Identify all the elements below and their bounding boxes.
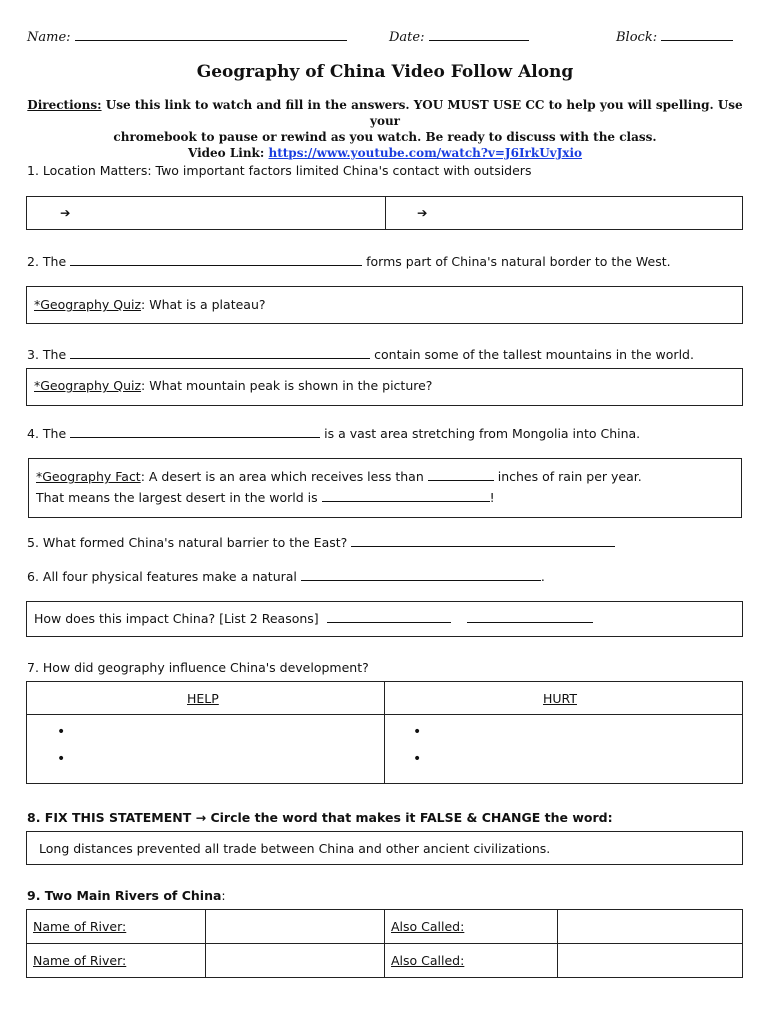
river-row [27,944,743,978]
river-name-answer[interactable] [206,910,385,944]
fact-line-2 [36,490,495,505]
also-called-answer[interactable] [558,910,743,944]
quiz-1-box[interactable] [26,286,743,324]
date-label: Date: [389,30,425,45]
q6-blank[interactable] [301,570,541,581]
quiz-2-label: *Geography Quiz [34,378,142,393]
directions-text-1: Use this link to watch and fill in the answers. YOU MUST USE CC to help you will spelling. Use your [101,98,743,128]
impact-blank-2[interactable] [467,612,593,623]
fact-line-1 [36,469,642,484]
q3-suffix: contain some of the tallest mountains in the world. [374,347,694,362]
fact-text-2: inches of rain per year. [497,469,642,484]
fact-label: *Geography Fact [36,469,141,484]
river-name-label-cell [27,910,206,944]
q5-blank[interactable] [351,536,615,547]
q9-title: 9. Two Main Rivers of China [27,888,222,903]
question-4 [27,426,640,441]
q6-text: 6. All four physical features make a natural [27,569,297,584]
video-link[interactable]: https://www.youtube.com/watch?v=J6IrkUvJxio [268,146,583,160]
question-9 [27,888,226,903]
q4-blank[interactable] [70,427,320,438]
col-help: HELP [187,691,219,706]
also-called-label-cell [385,910,558,944]
help-bullet-1[interactable]: • [57,724,66,740]
fact-blank-desert[interactable] [322,491,490,502]
q3-prefix: 3. The [27,347,67,362]
q6-end: . [540,569,545,584]
river-row [27,910,743,944]
col-hurt: HURT [543,691,577,706]
q8-statement-box[interactable] [26,831,743,865]
q4-suffix: is a vast area stretching from Mongolia into China. [324,426,641,441]
impact-box[interactable] [26,601,743,637]
hurt-bullet-1[interactable]: • [413,724,422,740]
impact-line [34,611,593,626]
table-column-divider [384,682,385,783]
impact-blank-1[interactable] [327,612,451,623]
hurt-bullet-2[interactable]: • [413,751,422,767]
question-5 [27,535,615,550]
impact-text: How does this impact China? [List 2 Reasons] [34,611,319,626]
quiz-1-question: : What is a plateau? [141,297,266,312]
name-field[interactable] [27,30,347,45]
river-name-label: Name of River: [33,953,127,968]
fact-text-4: ! [489,490,495,505]
river-name-answer[interactable] [206,944,385,978]
question-6 [27,569,545,584]
help-bullet-2[interactable]: • [57,751,66,767]
fact-box [28,458,742,518]
name-label: Name: [27,30,71,45]
river-name-label-cell [27,944,206,978]
quiz-2-question: : What mountain peak is shown in the picture? [141,378,433,393]
quiz-1-text [34,297,266,312]
video-link-label: Video Link: [187,146,265,160]
block-blank[interactable] [661,30,733,41]
also-called-label: Also Called: [391,919,465,934]
also-called-label-cell [385,944,558,978]
block-label: Block: [616,30,658,45]
q2-prefix: 2. The [27,254,67,269]
rivers-table [26,909,743,978]
directions [20,97,750,161]
q9-colon: : [221,888,226,903]
question-8: 8. FIX THIS STATEMENT → Circle the word that makes it FALSE & CHANGE the word: [27,810,613,825]
q2-suffix: forms part of China's natural border to the West. [366,254,671,269]
directions-text-2: chromebook to pause or rewind as you watch. Be ready to discuss with the class. [113,130,657,144]
q1-divider [385,197,386,229]
question-3 [27,347,694,362]
question-7: 7. How did geography influence China's development? [27,660,369,675]
q4-prefix: 4. The [27,426,67,441]
also-called-label: Also Called: [391,953,465,968]
date-field[interactable] [389,30,529,45]
also-called-answer[interactable] [558,944,743,978]
fact-text-3: That means the largest desert in the world is [36,490,318,505]
page-title: Geography of China Video Follow Along [196,62,574,82]
q3-blank[interactable] [70,348,370,359]
date-blank[interactable] [429,30,529,41]
name-blank[interactable] [75,30,347,41]
fact-text-1: : A desert is an area which receives less than [140,469,424,484]
fact-blank-inches[interactable] [428,470,494,481]
directions-label: Directions: [27,98,102,112]
block-field[interactable] [616,30,733,45]
river-name-label: Name of River: [33,919,127,934]
arrow-icon: ➔ [417,205,428,220]
quiz-2-box[interactable] [26,368,743,406]
help-hurt-table [26,681,743,784]
q2-blank[interactable] [70,255,362,266]
quiz-1-label: *Geography Quiz [34,297,142,312]
question-2 [27,254,671,269]
q1-answer-box[interactable] [26,196,743,230]
arrow-icon: ➔ [60,205,71,220]
quiz-2-text [34,378,432,393]
question-1: 1. Location Matters: Two important factors limited China's contact with outsiders [27,163,532,178]
q8-statement[interactable]: Long distances prevented all trade between China and other ancient civilizations. [39,841,551,856]
q5-text: 5. What formed China's natural barrier to the East? [27,535,348,550]
